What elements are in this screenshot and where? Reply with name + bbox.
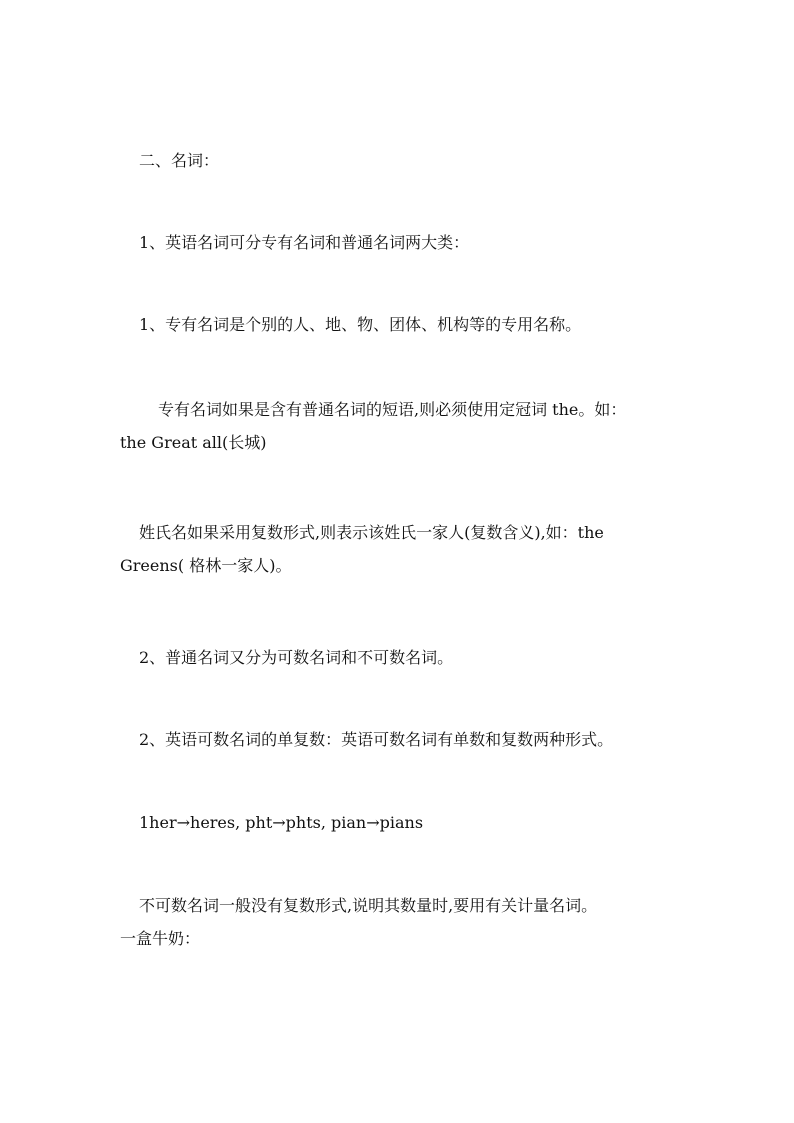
paragraph-uncountable-nouns: 不可数名词一般没有复数形式,说明其数量时,要用有关计量名词。 一盒牛奶： xyxy=(120,896,598,948)
paragraph-plural-examples: 1her→heres, pht→phts, pian→pians xyxy=(139,813,424,832)
paragraph-surname-plural: 姓氏名如果采用复数形式,则表示该姓氏一家人(复数含义),如：the Greens( 格林一家人)。 xyxy=(120,523,604,575)
paragraph-countable-singular-plural: 2、英语可数名词的单复数：英语可数名词有单数和复数两种形式。 xyxy=(139,730,614,749)
paragraph-proper-noun-article: 专有名词如果是含有普通名词的短语,则必须使用定冠词 the。如： the Great all(长城) xyxy=(120,400,627,452)
paragraph-proper-noun-definition: 1、专有名词是个别的人、地、物、团体、机构等的专用名称。 xyxy=(139,315,582,334)
paragraph-common-noun-types: 2、普通名词又分为可数名词和不可数名词。 xyxy=(139,648,454,667)
paragraph-noun-categories: 1、英语名词可分专有名词和普通名词两大类： xyxy=(139,233,470,252)
section-heading: 二、名词： xyxy=(139,151,220,170)
